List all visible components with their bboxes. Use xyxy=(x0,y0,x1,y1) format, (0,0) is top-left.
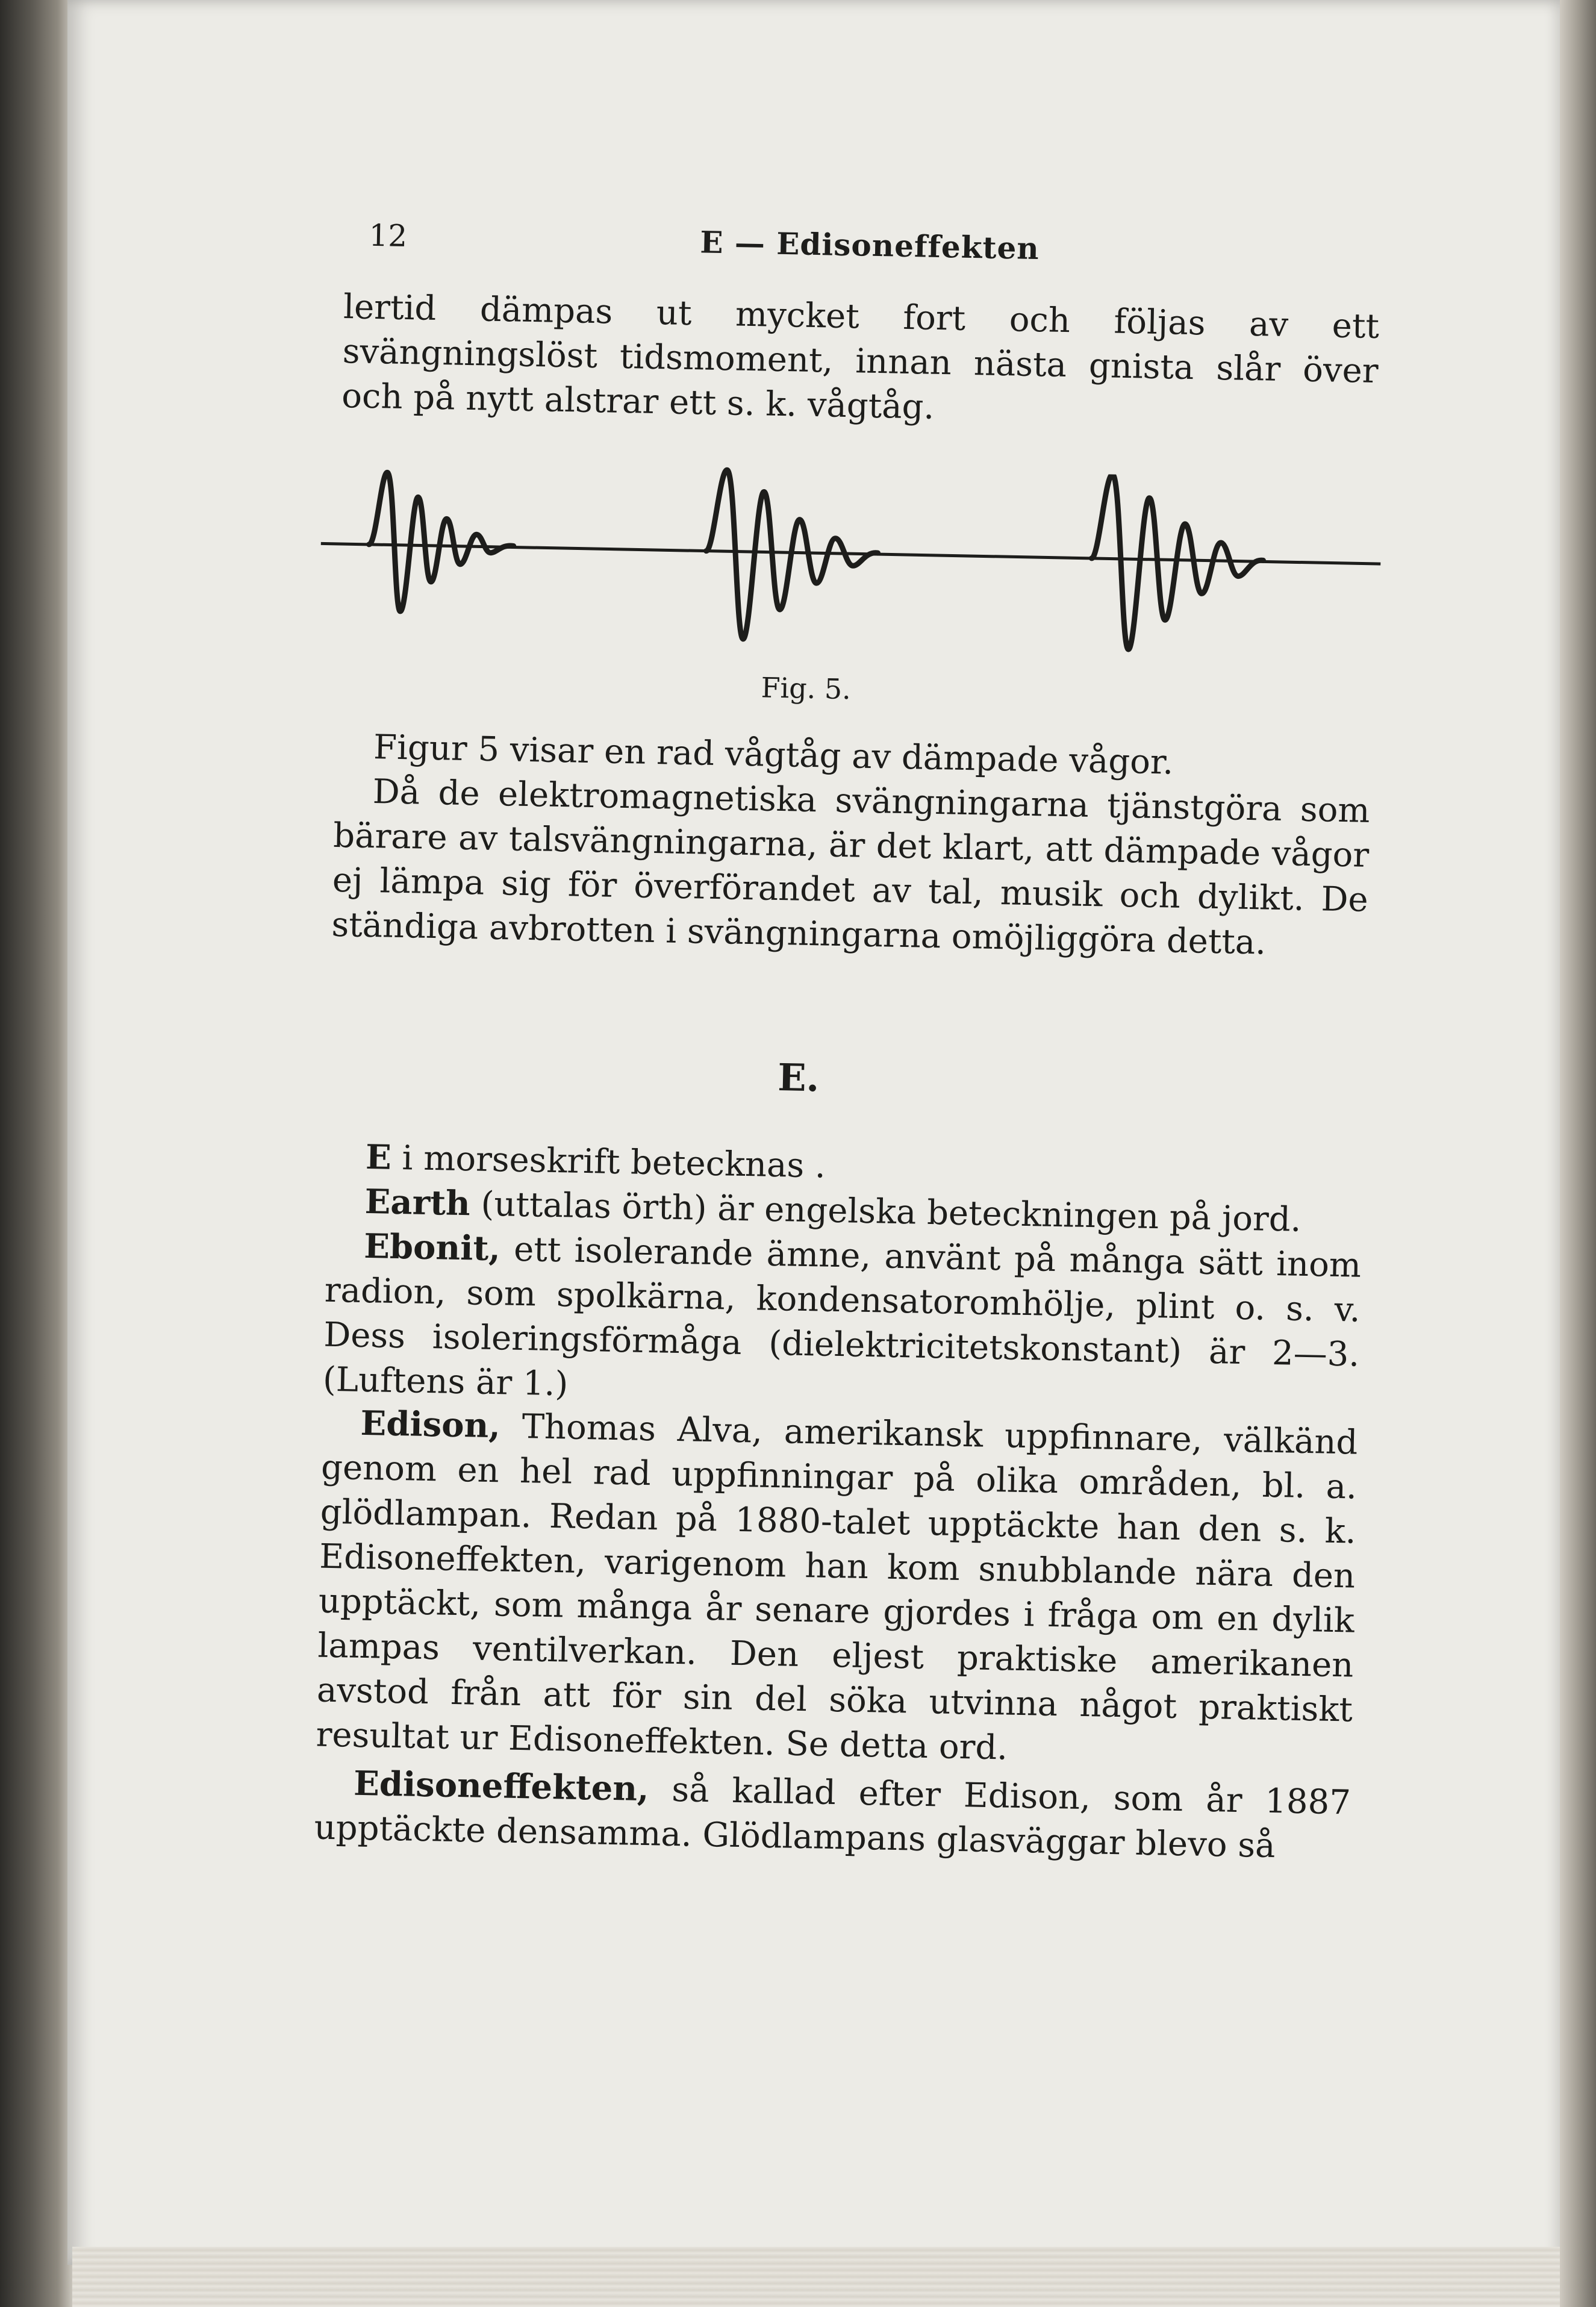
section-letter-heading: E. xyxy=(777,1055,820,1100)
intro-paragraph: lertid dämpas ut mycket fort och följas av ett svängningslöst tidsmoment, innan nästa gnista slår över och på nytt alstrar ett s. k. vågtåg. xyxy=(341,287,1380,427)
book-spine xyxy=(0,0,72,2307)
entry-headword: Edisoneffekten, xyxy=(353,1763,650,1809)
entry-text: så kallad efter Edison, som år 1887 upptäckte densamma. Glödlampans glasväggar blevo så xyxy=(314,1770,1351,1866)
figure-caption: Fig. 5. xyxy=(761,671,852,706)
wave-train-1 xyxy=(368,472,515,614)
entry-text: Thomas Alva, amerikansk uppfinnare, välkänd genom en hel rad uppfinningar på olika områden, bl. a. glödlampan. Redan på 1880-talet upptäckte han den s. k. Edisoneffekten, varigenom han kom snubblande nära den upptäckt, som många år senare gjordes i fråga om en dylik lampas ventilverkan. Den eljest praktiske amerikanen avstod från att för sin del söka utvinna något praktiskt resultat ur Edisoneffekten. Se detta ord. xyxy=(316,1406,1358,1768)
entry-headword: E xyxy=(365,1137,392,1178)
entry-text: ett isolerande ämne, använt på många sätt inom radion, som spolkärna, kondensatoromhölje, plint o. s. v. Dess isoleringsförmåga (dielektricitetskonstant) är 2—3. (Luftens är 1.) xyxy=(322,1229,1362,1404)
page-number: 12 xyxy=(368,217,408,254)
wave-train-2 xyxy=(705,470,879,642)
wave-train-3 xyxy=(1090,474,1265,652)
paragraph-carrier-waves: Då de elektromagnetiska svängningarna tjänstgöra som bärare av talsvängningarna, är det klart, att dämpade vågor ej lämpa sig för överförandet av tal, musik och dylikt. De ständiga avbrotten i svängningarna omöjliggöra detta. xyxy=(331,772,1371,963)
page-stack-edge xyxy=(1560,0,1596,2307)
entry-headword: Ebonit, xyxy=(363,1226,501,1269)
entry-ebonit xyxy=(322,1223,1361,1422)
damped-wave-figure xyxy=(319,459,1382,678)
paragraph-figure-description: Figur 5 visar en rad vågtåg av dämpade vågor. xyxy=(373,728,1174,782)
entry-headword: Edison, xyxy=(360,1403,501,1446)
running-title: E — Edisoneffekten xyxy=(699,224,1040,267)
entry-text: (uttalas örth) är engelska beteckningen på jord. xyxy=(470,1184,1302,1240)
entry-edison xyxy=(316,1400,1358,1778)
page-stack-bottom xyxy=(72,2247,1560,2307)
entry-text: i morseskrift betecknas . xyxy=(391,1138,826,1186)
entry-headword: Earth xyxy=(364,1181,471,1224)
